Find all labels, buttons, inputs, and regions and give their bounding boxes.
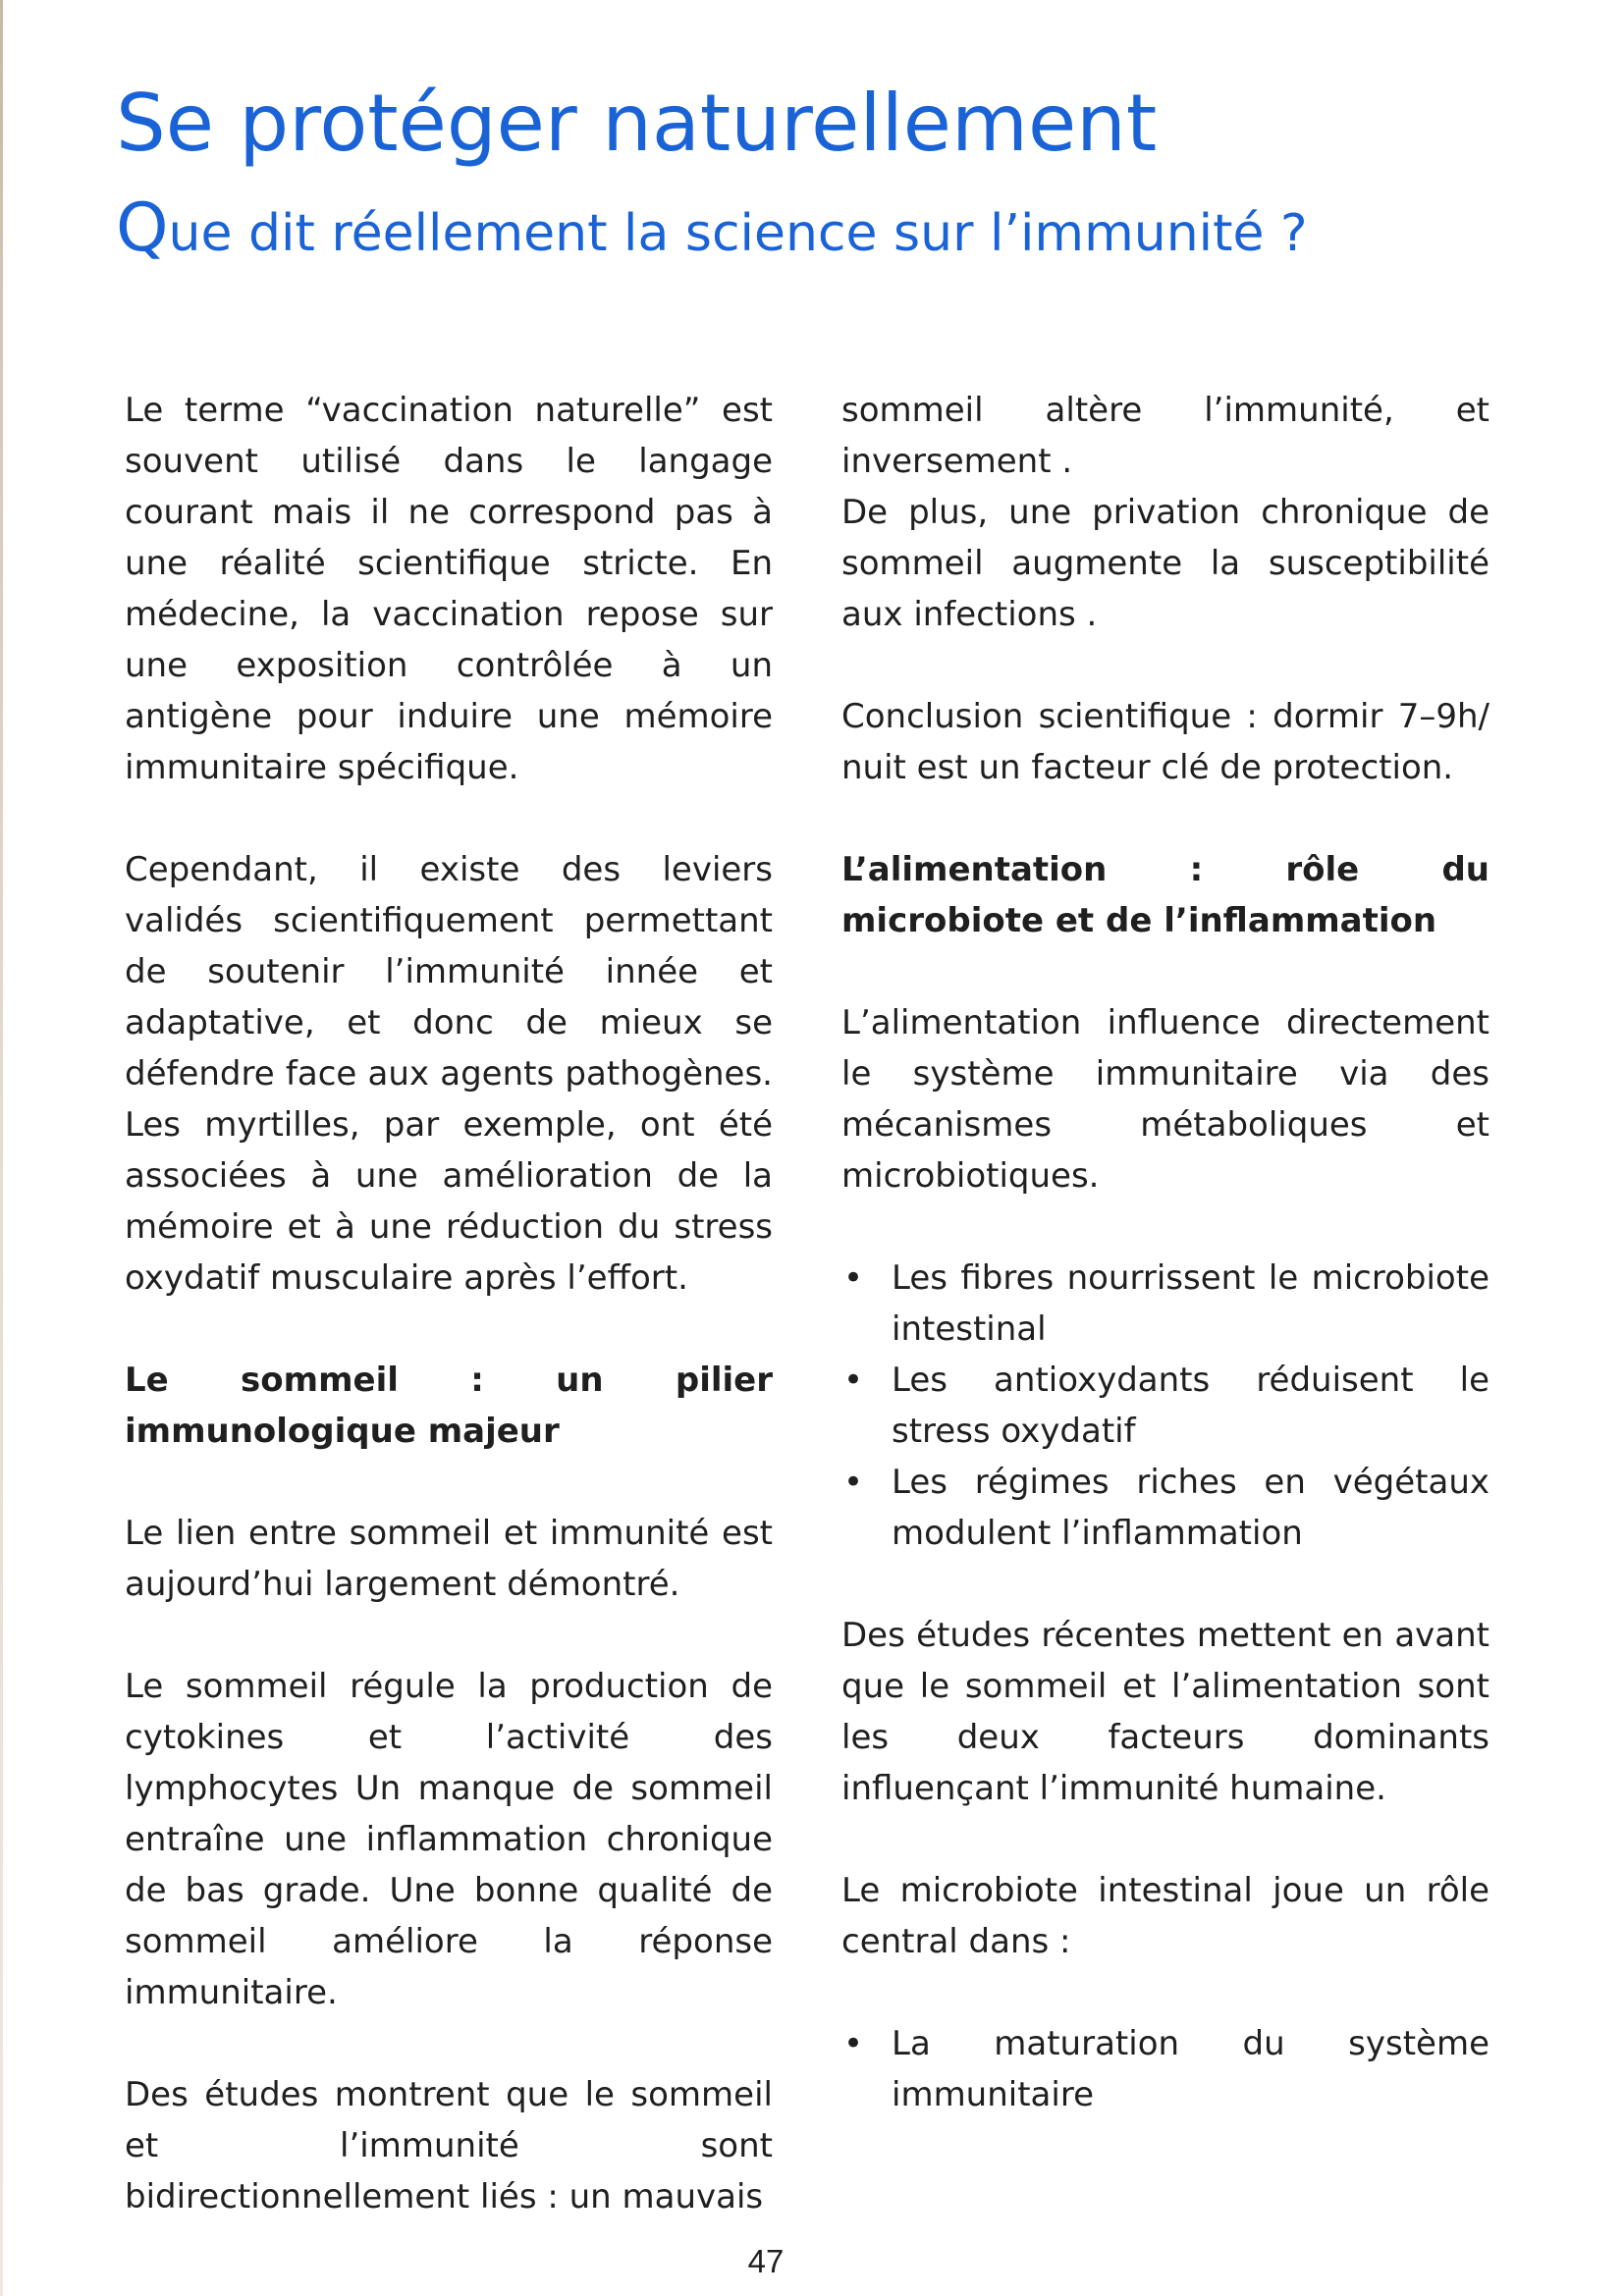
list-item-text: Les régimes riches en végétaux modulent l’inflammation bbox=[892, 1463, 1489, 1553]
right-column bbox=[841, 385, 1489, 2171]
bullet-list-microbiota bbox=[841, 2018, 1489, 2120]
bullet-icon: • bbox=[843, 1463, 864, 1502]
bullet-icon: • bbox=[843, 1258, 864, 1298]
page-number: 47 bbox=[747, 2243, 785, 2279]
subtitle-text: ue dit réellement la science sur l’immunité ? bbox=[168, 204, 1308, 263]
paragraph-microbiota: Le microbiote intestinal joue un rôle central dans : bbox=[841, 1871, 1489, 1961]
paragraph-sleep-link: Le lien entre sommeil et immunité est aujourd’hui largement démontré. bbox=[125, 1514, 773, 1604]
list-item bbox=[841, 1457, 1489, 1559]
bullet-icon: • bbox=[843, 2024, 864, 2063]
paragraph-vaccination: Le terme “vaccination naturelle” est souvent utilisé dans le langage courant mais il ne correspond pas à une réalité scientifique stricte. En médecine, la vaccination repose sur une exposition contrôlée à un antigène pour induire une mémoire immunitaire spécifique. bbox=[125, 391, 773, 787]
page-subtitle bbox=[116, 189, 1308, 268]
paragraph-sleep-deprivation: De plus, une privation chronique de sommeil augmente la susceptibilité aux infections . bbox=[841, 493, 1489, 634]
page-edge bbox=[0, 0, 3, 2296]
paragraph-recent-studies: Des études récentes mettent en avant que le sommeil et l’alimentation sont les deux facteurs dominants influençant l’immunité humaine. bbox=[841, 1616, 1489, 1808]
paragraph-sleep-conclusion: Conclusion scientifique : dormir 7–9h/ nuit est un facteur clé de protection. bbox=[841, 697, 1489, 787]
list-item-text: Les antioxydants réduisent le stress oxydatif bbox=[892, 1361, 1489, 1451]
left-column bbox=[125, 385, 773, 2222]
bullet-icon: • bbox=[843, 1361, 864, 1400]
page-title: Se protéger naturellement bbox=[116, 78, 1158, 169]
paragraph-food-influence: L’alimentation influence directement le système immunitaire via des mécanismes métaboliques et microbiotiques. bbox=[841, 1003, 1489, 1196]
heading-sleep: Le sommeil : un pilier immunologique majeur bbox=[125, 1361, 773, 1451]
paragraph-sleep-continued: sommeil altère l’immunité, et inversement . bbox=[841, 391, 1489, 481]
paragraph-levers: Cependant, il existe des leviers validés scientifiquement permettant de soutenir l’immunité innée et adaptative, et donc de mieux se défendre face aux agents pathogènes. Les myrtilles, par exemple, ont été associées à une amélioration de la mémoire et à une réduction du stress oxydatif musculaire après l’effort. bbox=[125, 850, 773, 1298]
paragraph-sleep-studies: Des études montrent que le sommeil et l’immunité sont bidirectionnellement liés : un mauvais bbox=[125, 2075, 773, 2216]
list-item bbox=[841, 1355, 1489, 1457]
list-item bbox=[841, 2018, 1489, 2120]
list-item bbox=[841, 1253, 1489, 1355]
heading-food: L’alimentation : rôle du microbiote et de l’inflammation bbox=[841, 850, 1489, 940]
bullet-list-food bbox=[841, 1253, 1489, 1559]
paragraph-sleep-regulation: Le sommeil régule la production de cytokines et l’activité des lymphocytes Un manque de sommeil entraîne une inflammation chronique de bas grade. Une bonne qualité de sommeil améliore la réponse immunitaire. bbox=[125, 1667, 773, 2012]
list-item-text: Les fibres nourrissent le microbiote intestinal bbox=[892, 1258, 1489, 1349]
list-item-text: La maturation du système immunitaire bbox=[892, 2024, 1489, 2114]
subtitle-initial: Q bbox=[116, 189, 169, 267]
